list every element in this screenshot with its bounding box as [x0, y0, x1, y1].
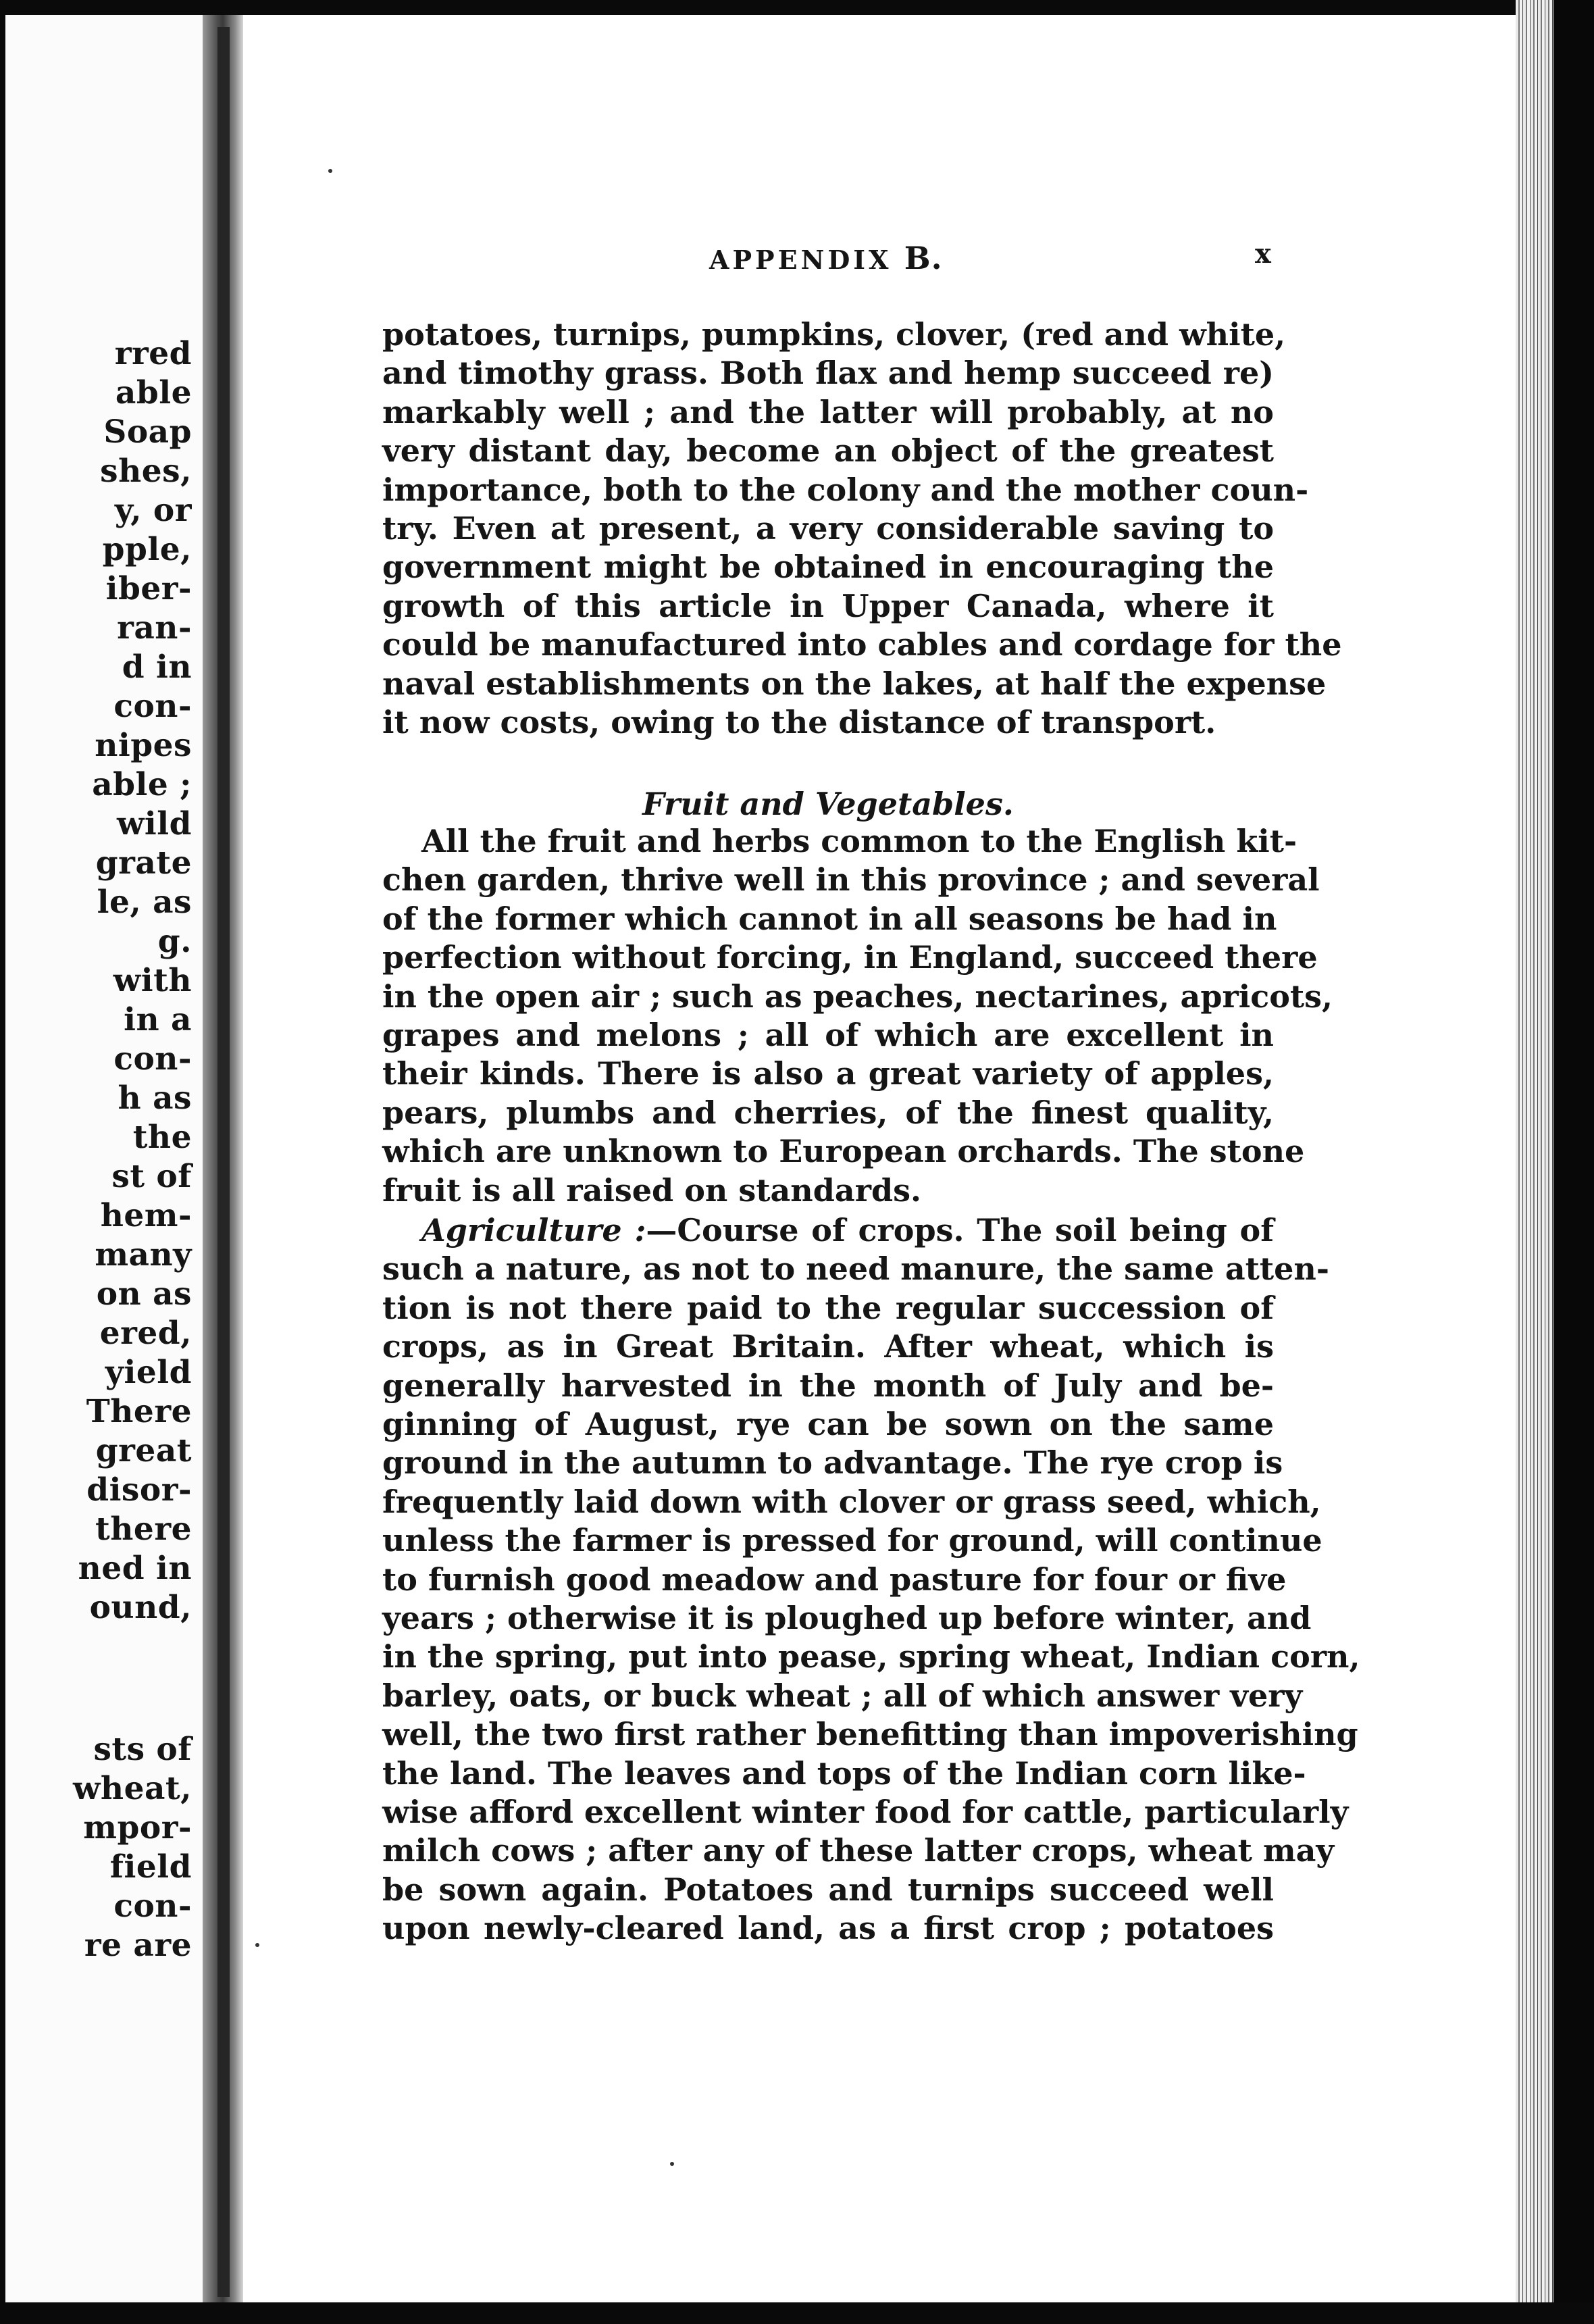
page-number: x [1255, 238, 1271, 270]
text-line: which are unknown to European orchards. The stone [382, 1133, 1305, 1170]
text-line: their kinds. There is also a great variety of apples, [382, 1055, 1274, 1092]
facing-page-fragment: sts of [93, 1731, 192, 1768]
section-heading-fruit-vegetables: Fruit and Vegetables. [642, 786, 1014, 822]
text-line: of the former which cannot in all seasons be had in [382, 900, 1277, 937]
facing-page-fragment: iber- [105, 570, 192, 607]
gutter-shadow [217, 27, 230, 2297]
running-head: APPENDIX B. [709, 240, 943, 276]
facing-page-fragment: Soap [103, 413, 192, 451]
text-line: ginning of August, rye can be sown on the same [382, 1406, 1274, 1442]
facing-page-fragment: con- [113, 1888, 192, 1925]
facing-page-fragment: able [115, 374, 192, 411]
facing-page-fragment: st of [111, 1158, 192, 1195]
text-line: upon newly-cleared land, as a first crop ; potatoes [382, 1910, 1274, 1947]
text-line: perfection without forcing, in England, succeed there [382, 939, 1318, 976]
facing-page-fragment: with [113, 962, 192, 999]
scan-edge-top [0, 0, 1594, 15]
facing-page-fragment: g. [157, 923, 192, 960]
text-line: well, the two first rather benefitting than impoverishing [382, 1716, 1358, 1753]
facing-page-fragment: yield [105, 1354, 192, 1391]
facing-page-fragment: wheat, [72, 1770, 192, 1807]
text-line: years ; otherwise it is ploughed up before winter, and [382, 1600, 1312, 1636]
facing-page-fragment: wild [116, 805, 192, 842]
text-line: be sown again. Potatoes and turnips succeed well [382, 1871, 1274, 1908]
text-line: growth of this article in Upper Canada, where it [382, 587, 1274, 624]
facing-page-fragment: ound, [89, 1589, 192, 1626]
text-line: in the spring, put into pease, spring wheat, Indian corn, [382, 1638, 1360, 1675]
scan-edge-bottom [0, 2302, 1594, 2324]
facing-page-fragment: con- [113, 688, 192, 725]
scan-edge-left [0, 0, 5, 2324]
text-line: milch cows ; after any of these latter crops, wheat may [382, 1832, 1335, 1869]
text-line: markably well ; and the latter will probably, at no [382, 393, 1274, 430]
text-line: unless the farmer is pressed for ground, will continue [382, 1522, 1322, 1559]
text-line: crops, as in Great Britain. After wheat, which is [382, 1328, 1274, 1365]
text-line: in the open air ; such as peaches, nectarines, apricots, [382, 978, 1333, 1015]
facing-page-fragment: le, as [97, 884, 192, 921]
text-line: potatoes, turnips, pumpkins, clover, (red and white, [382, 316, 1286, 353]
text-line: could be manufactured into cables and cordage for the [382, 626, 1342, 663]
text-line: very distant day, become an object of the greatest [382, 432, 1274, 470]
facing-page-fragment: There [86, 1393, 192, 1430]
text-line: generally harvested in the month of July and be- [382, 1367, 1274, 1404]
facing-page-fragment: able ; [92, 766, 192, 803]
facing-page-fragment: ned in [78, 1550, 192, 1587]
scan-edge-right [1553, 0, 1594, 2324]
paragraph-agriculture-first-line: Agriculture :—Course of crops. The soil being of [421, 1212, 1274, 1248]
text-line: ground in the autumn to advantage. The rye crop is [382, 1444, 1283, 1482]
text-line: barley, oats, or buck wheat ; all of which answer very [382, 1677, 1303, 1714]
text-line: to furnish good meadow and pasture for four or five [382, 1561, 1287, 1598]
facing-page-fragment: shes, [100, 453, 192, 490]
facing-page-fragment: grate [95, 844, 192, 882]
facing-page-fragment: con- [113, 1040, 192, 1078]
print-speck [328, 169, 332, 173]
text-line: wise afford excellent winter food for cattle, particularly [382, 1794, 1349, 1830]
run-in-heading-agriculture: Agriculture : [421, 1212, 646, 1248]
facing-page-fragment: nipes [95, 727, 192, 764]
facing-page-fragment: ered, [99, 1315, 192, 1352]
text-line: chen garden, thrive well in this province ; and several [382, 861, 1320, 899]
text-line: All the fruit and herbs common to the English kit- [421, 823, 1297, 859]
facing-page-fragment: d in [122, 649, 192, 686]
facing-page-fragment: on as [96, 1275, 192, 1313]
text-line: try. Even at present, a very considerable saving to [382, 510, 1274, 547]
text-line: the land. The leaves and tops of the Indian corn like- [382, 1754, 1306, 1792]
facing-page-fragment: mpor- [83, 1809, 192, 1846]
text-line: grapes and melons ; all of which are excellent in [382, 1017, 1274, 1053]
text-line: tion is not there paid to the regular succession of [382, 1289, 1274, 1326]
print-speck [255, 1943, 259, 1947]
facing-page-fragment: great [95, 1432, 192, 1469]
text-line: importance, both to the colony and the mother coun- [382, 471, 1309, 508]
facing-page-fragment: h as [118, 1080, 192, 1117]
text-line: fruit is all raised on standards. [382, 1171, 922, 1209]
text-line: naval establishments on the lakes, at half the expense [382, 665, 1327, 702]
facing-page-fragment: field [109, 1848, 192, 1886]
text-line: and timothy grass. Both flax and hemp succeed re) [382, 355, 1274, 392]
facing-page-fragment: disor- [86, 1471, 192, 1509]
facing-page-fragment: in a [124, 1001, 192, 1038]
facing-page-fragment: many [95, 1236, 192, 1273]
text-line: pears, plumbs and cherries, of the finest quality, [382, 1094, 1274, 1131]
text-line: government might be obtained in encouraging the [382, 549, 1274, 586]
facing-page-fragment: re are [84, 1927, 192, 1964]
print-speck [670, 2162, 674, 2166]
text-line: such a nature, as not to need manure, the same atten- [382, 1251, 1329, 1288]
facing-page-fragment: there [95, 1511, 192, 1548]
facing-page-fragment: rred [114, 335, 192, 372]
page-fore-edge [1516, 0, 1553, 2324]
facing-page-fragment: ran- [117, 609, 192, 647]
facing-page-fragment: hem- [100, 1197, 192, 1234]
text-line: frequently laid down with clover or grass seed, which, [382, 1483, 1321, 1520]
facing-page-fragment: pple, [102, 531, 192, 568]
text-line: it now costs, owing to the distance of transport. [382, 704, 1216, 740]
facing-page-fragment: y, or [114, 492, 192, 529]
facing-page-fragment: the [132, 1119, 192, 1156]
